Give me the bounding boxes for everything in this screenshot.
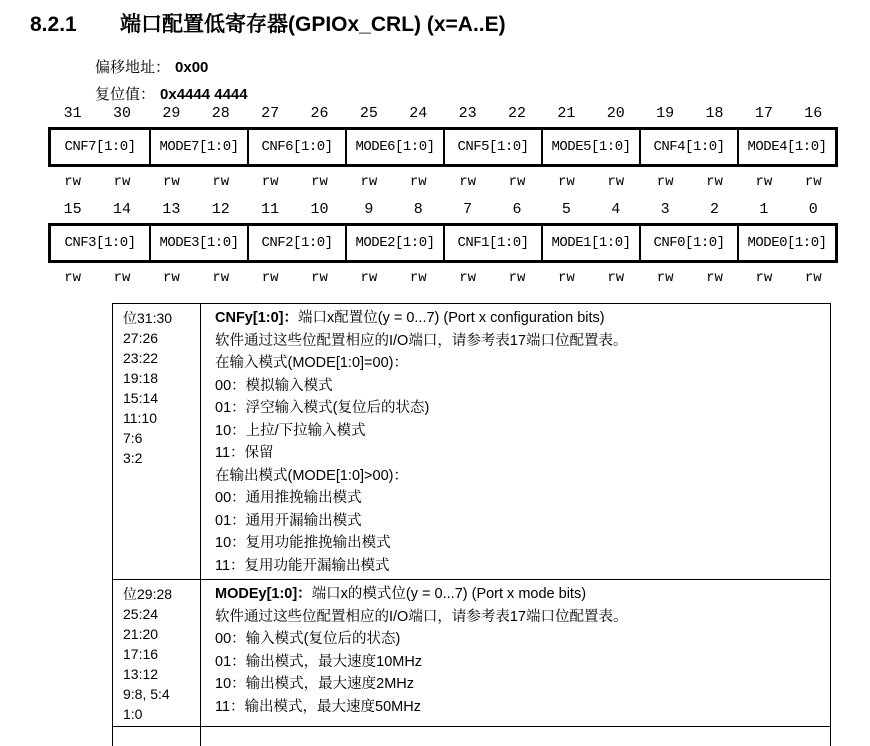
bit-number: 3 bbox=[660, 201, 670, 218]
access-type-rw: rw bbox=[508, 270, 526, 286]
access-type-rw: rw bbox=[804, 270, 822, 286]
bit-range: 19:18 bbox=[123, 370, 159, 386]
bit-range: 3:2 bbox=[123, 450, 143, 466]
bit-number: 9 bbox=[364, 201, 374, 218]
bit-range: 7:6 bbox=[123, 430, 143, 446]
bit-number: 17 bbox=[754, 105, 773, 122]
offset-address-line bbox=[95, 58, 208, 78]
offset-address-label: 偏移地址： bbox=[95, 60, 171, 76]
access-type-rw: rw bbox=[261, 174, 279, 190]
description-line: MODEy[1:0]：端口x的模式位(y = 0...7) (Port x mode bits) bbox=[215, 586, 587, 602]
access-type-rw: rw bbox=[656, 270, 674, 286]
bit-field-cell: CNF1[1:0] bbox=[443, 226, 541, 260]
bit-number: 20 bbox=[606, 105, 625, 122]
access-type-rw: rw bbox=[311, 174, 328, 190]
description-line: 10：复用功能推挽输出模式 bbox=[215, 535, 391, 551]
bit-range: 17:16 bbox=[123, 646, 159, 662]
bit-range: 27:26 bbox=[123, 330, 159, 346]
bit-ranges-cell bbox=[113, 580, 201, 726]
bit-number: 11 bbox=[261, 201, 280, 218]
access-type-rw: rw bbox=[755, 270, 773, 286]
bit-number: 6 bbox=[512, 201, 522, 218]
bit-number-row bbox=[48, 104, 838, 123]
access-type-rw: rw bbox=[656, 174, 674, 190]
description-line: 00：模拟输入模式 bbox=[215, 377, 333, 394]
bit-field-cell: CNF3[1:0] bbox=[64, 235, 136, 251]
bit-number: 25 bbox=[359, 105, 378, 122]
access-type-rw: rw bbox=[409, 174, 427, 190]
bit-ranges-cell-stub bbox=[113, 727, 201, 746]
description-line: 00：通用推挽输出模式 bbox=[215, 490, 362, 506]
bit-number: 1 bbox=[759, 201, 769, 218]
register-desc-row-cutoff bbox=[113, 727, 830, 746]
bit-number: 19 bbox=[656, 105, 675, 122]
access-type-rw: rw bbox=[113, 270, 131, 286]
bit-field-row bbox=[48, 127, 838, 167]
description-line: 软件通过这些位配置相应的I/O端口，请参考表17端口位配置表。 bbox=[215, 332, 628, 349]
reset-value-label: 复位值： bbox=[95, 87, 156, 103]
register-description-table bbox=[112, 303, 831, 746]
bit-number: 7 bbox=[463, 201, 473, 218]
bit-field-cell: MODE2[1:0] bbox=[345, 226, 443, 260]
access-type-rw: rw bbox=[113, 174, 131, 190]
description-line: 00：输入模式(复位后的状态) bbox=[215, 631, 401, 647]
bit-range: 位31:30 bbox=[123, 310, 173, 326]
description-line: 10：上拉/下拉输入模式 bbox=[215, 422, 366, 439]
bit-range: 21:20 bbox=[123, 626, 159, 642]
bit-field-cell: MODE3[1:0] bbox=[149, 226, 247, 260]
bit-field-cell: MODE5[1:0] bbox=[541, 130, 639, 164]
bit-range: 25:24 bbox=[123, 606, 159, 622]
bit-ranges-cell bbox=[113, 304, 201, 579]
description-line: 软件通过这些位配置相应的I/O端口，请参考表17端口位配置表。 bbox=[215, 608, 628, 625]
bit-number: 29 bbox=[162, 105, 181, 122]
access-type-rw: rw bbox=[706, 270, 723, 286]
access-type-rw: rw bbox=[163, 174, 180, 190]
bit-number: 10 bbox=[310, 201, 329, 218]
access-type-rw: rw bbox=[459, 270, 477, 286]
access-type-rw: rw bbox=[212, 174, 230, 190]
bit-range: 1:0 bbox=[123, 706, 143, 722]
field-name: MODEy[1:0]： bbox=[215, 586, 312, 602]
bit-number: 4 bbox=[611, 201, 621, 218]
reset-value-value: 0x4444 4444 bbox=[160, 86, 248, 103]
bit-field-cell: CNF5[1:0] bbox=[443, 130, 541, 164]
bit-number: 0 bbox=[808, 201, 818, 218]
bit-number: 15 bbox=[63, 201, 82, 218]
bit-field-cell: MODE7[1:0] bbox=[149, 130, 247, 164]
description-line: 01：通用开漏输出模式 bbox=[215, 512, 362, 529]
bit-number: 21 bbox=[557, 105, 576, 122]
register-desc-row bbox=[113, 304, 830, 580]
bit-number: 22 bbox=[508, 105, 527, 122]
bit-range: 位29:28 bbox=[123, 586, 173, 602]
access-type-rw: rw bbox=[558, 270, 575, 286]
bit-number: 13 bbox=[162, 201, 181, 218]
bit-number: 18 bbox=[705, 105, 724, 122]
access-type-rw: rw bbox=[607, 174, 625, 190]
bit-field-cell: MODE1[1:0] bbox=[541, 226, 639, 260]
access-type-rw: rw bbox=[755, 174, 773, 190]
bit-number: 28 bbox=[211, 105, 230, 122]
description-line: CNFy[1:0]：端口x配置位(y = 0...7) (Port x configuration bits) bbox=[215, 310, 605, 326]
access-row bbox=[48, 173, 838, 192]
page-title: 端口配置低寄存器(GPIOx_CRL) (x=A..E) bbox=[120, 13, 506, 36]
bit-range: 23:22 bbox=[123, 350, 159, 366]
bit-number: 23 bbox=[458, 105, 477, 122]
access-type-rw: rw bbox=[409, 270, 427, 286]
bit-field-cell: CNF0[1:0] bbox=[639, 226, 737, 260]
access-type-rw: rw bbox=[261, 270, 279, 286]
bit-field-cell: CNF6[1:0] bbox=[247, 130, 345, 164]
bit-table-low-word bbox=[48, 200, 838, 288]
access-type-rw: rw bbox=[804, 174, 822, 190]
description-line: 在输出模式(MODE[1:0]>00)： bbox=[215, 467, 408, 484]
bit-number: 16 bbox=[804, 105, 823, 122]
section-number: 8.2.1 bbox=[30, 13, 77, 36]
access-type-rw: rw bbox=[64, 270, 82, 286]
bit-range: 11:10 bbox=[123, 410, 157, 426]
bit-number: 24 bbox=[409, 105, 428, 122]
access-type-rw: rw bbox=[163, 270, 180, 286]
bit-field-cell: CNF4[1:0] bbox=[639, 130, 737, 164]
bit-number: 14 bbox=[113, 201, 132, 218]
access-row bbox=[48, 269, 838, 288]
register-desc-row bbox=[113, 580, 830, 727]
bit-field-cell: CNF7[1:0] bbox=[64, 139, 136, 155]
bit-field-cell: MODE0[1:0] bbox=[737, 226, 835, 260]
description-cell bbox=[201, 304, 830, 579]
bit-range: 15:14 bbox=[123, 390, 159, 406]
bit-number: 12 bbox=[211, 201, 230, 218]
description-line: 10：输出模式，最大速度2MHz bbox=[215, 676, 414, 692]
field-name: CNFy[1:0]： bbox=[215, 310, 298, 326]
access-type-rw: rw bbox=[706, 174, 723, 190]
access-type-rw: rw bbox=[607, 270, 625, 286]
description-line: 01：浮空输入模式(复位后的状态) bbox=[215, 400, 430, 416]
bit-field-cell: CNF2[1:0] bbox=[247, 226, 345, 260]
bit-number: 30 bbox=[113, 105, 132, 122]
bit-range: 13:12 bbox=[123, 666, 159, 682]
access-type-rw: rw bbox=[64, 174, 82, 190]
bit-range: 9:8, 5:4 bbox=[123, 686, 170, 702]
access-type-rw: rw bbox=[212, 270, 230, 286]
bit-table-high-word bbox=[48, 104, 838, 192]
access-type-rw: rw bbox=[360, 270, 378, 286]
bit-field-row bbox=[48, 223, 838, 263]
bit-number: 27 bbox=[261, 105, 280, 122]
description-line: 11：输出模式，最大速度50MHz bbox=[215, 698, 421, 715]
access-type-rw: rw bbox=[558, 174, 575, 190]
description-line: 11：保留 bbox=[215, 445, 274, 461]
bit-number: 31 bbox=[63, 105, 82, 122]
bit-number: 26 bbox=[310, 105, 329, 122]
description-line: 在输入模式(MODE[1:0]=00)： bbox=[215, 355, 408, 371]
access-type-rw: rw bbox=[311, 270, 328, 286]
bit-number: 8 bbox=[413, 201, 423, 218]
bit-number: 5 bbox=[561, 201, 571, 218]
bit-number-row bbox=[48, 200, 838, 219]
access-type-rw: rw bbox=[508, 174, 526, 190]
bit-number: 2 bbox=[710, 201, 720, 218]
offset-address-value: 0x00 bbox=[175, 59, 209, 76]
description-cell-stub bbox=[201, 727, 830, 746]
description-cell bbox=[201, 580, 830, 726]
access-type-rw: rw bbox=[459, 174, 477, 190]
description-line: 11：复用功能开漏输出模式 bbox=[215, 557, 390, 574]
access-type-rw: rw bbox=[360, 174, 378, 190]
bit-field-cell: MODE4[1:0] bbox=[737, 130, 835, 164]
description-line: 01：输出模式，最大速度10MHz bbox=[215, 653, 423, 670]
section-heading bbox=[30, 8, 506, 38]
bit-field-cell: MODE6[1:0] bbox=[345, 130, 443, 164]
reset-value-line bbox=[95, 85, 248, 105]
